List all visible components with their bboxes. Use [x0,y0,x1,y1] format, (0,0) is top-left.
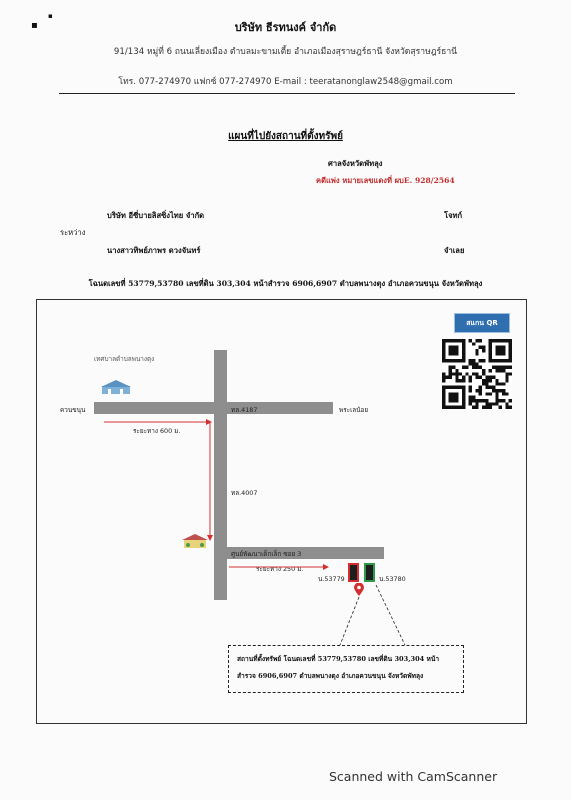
plaintiff-name: บริษัท อีซี่บายลิสซิ่งไทย จำกัด [107,211,205,220]
document-title: แผนที่ไปยังสถานที่ตั้งทรัพย์ [228,131,343,142]
callout-leader-left [340,597,359,645]
municipality-label: เทศบาลตำบลพนางตุง [94,355,155,363]
property-location-callout [228,645,464,693]
distance-600-label: ระยะทาง 600 ม. [133,427,181,435]
scan-mark: ▪ [31,20,38,31]
callout-leader-right [376,585,405,645]
company-address: 91/134 หมู่ที่ 6 ถนนเลี่ยงเมือง ตำบลมะขามเตี้ย อำเภอเมืองสุราษฎร์ธานี จังหวัดสุราษฎร์ธานี [113,47,458,57]
deed-details: โฉนดเลขที่ 53779,53780 เลขที่ดิน 303,304 หน้าสำรวจ 6906,6907 ตำบลพนางตุง อำเภอควนขนุน จังหวัดพัทลุง [88,279,483,288]
case-number: คดีแพ่ง หมายเลขแดงที่ ผบE. 928/2564 [316,176,455,185]
child-center-label: ศูนย์พัฒนาเด็กเล็ก ซอย 3 [231,550,302,558]
lot-53779-label: น.53779 [318,575,345,583]
company-contact: โทร. 077-274970 แฟกซ์ 077-274970 E-mail : teeratanonglaw2548@gmail.com [118,77,453,87]
defendant-name: นางสาวทิพย์ภาพร ดวงจันทร์ [107,246,201,255]
company-name: บริษัท ธีรทนงค์ จำกัด [234,21,337,34]
court-name: ศาลจังหวัดพัทลุง [328,159,383,168]
road-4187-label: ทล.4187 [231,406,258,414]
scan-qr-button[interactable]: สแกน QR [454,313,510,333]
road-4007-label: ทล.4007 [231,489,258,497]
location-pin-icon [354,583,364,597]
land-plot-53779 [348,563,359,582]
west-direction-label: ควนขนุน [60,406,86,414]
camscanner-watermark: Scanned with CamScanner [329,769,498,784]
plaintiff-role: โจทก์ [444,211,463,220]
callout-line-1: สถานที่ตั้งทรัพย์ โฉนดเลขที่ 53779,53780 เลขที่ดิน 303,304 หน้า [237,655,440,663]
scan-mark: ▪ [48,12,53,20]
between-label: ระหว่าง [60,228,86,237]
east-direction-label: พระเลน้อย [339,406,369,414]
lot-53780-label: น.53780 [379,575,406,583]
defendant-role: จำเลย [444,246,465,255]
land-plot-53780 [364,563,375,582]
distance-250-label: ระยะทาง 250 ม. [256,565,304,573]
callout-line-2: สำรวจ 6906,6907 ตำบลพนางตุง อำเภอควนขนุน จังหวัดพัทลุง [237,672,424,680]
